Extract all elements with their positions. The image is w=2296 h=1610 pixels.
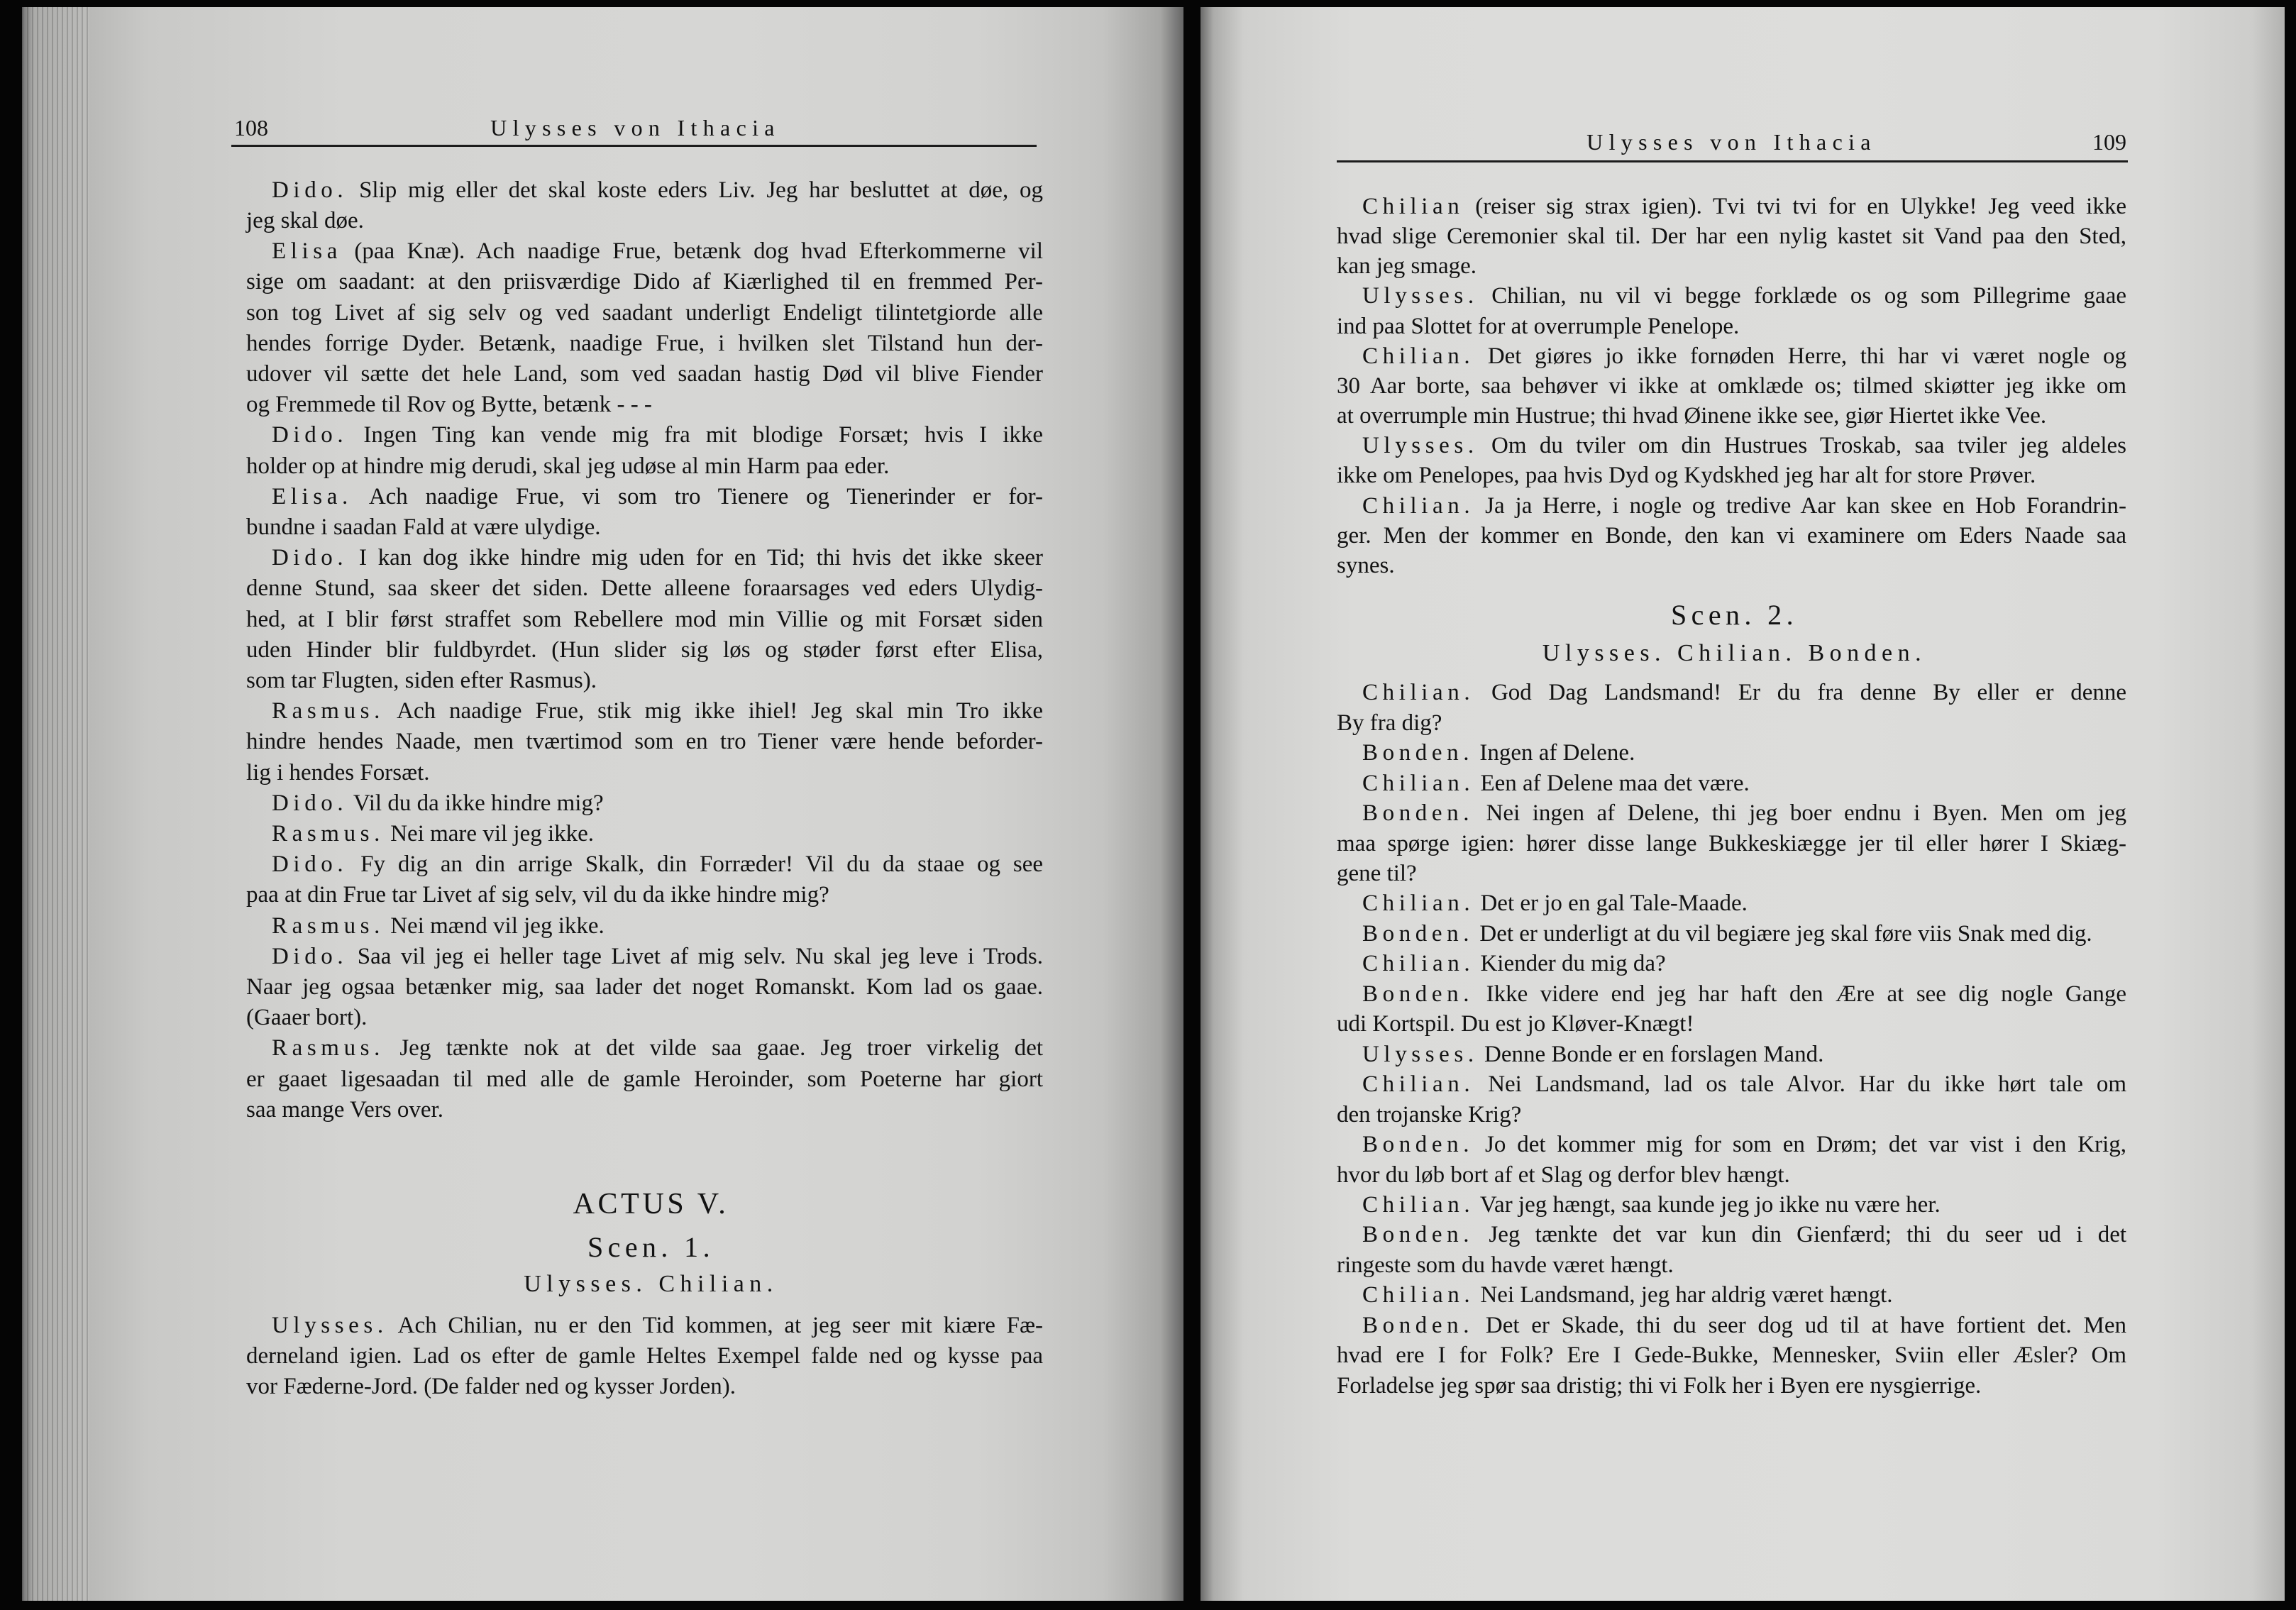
speaker-name: Dido. [272,851,348,878]
text-line [246,1064,1043,1095]
text-line [1337,491,2126,521]
line-text: God Dag Landsmand! Er du fra denne By eller er denne [1491,680,2126,706]
text-line [1337,888,2126,918]
line-text: (paa Knæ). Ach naadige Frue, betænk dog hvad Efterkommerne vil [354,238,1043,265]
text-line [1337,979,2126,1009]
text-line [1337,1040,2126,1069]
text-line [1337,1009,2126,1039]
line-text: jeg skal døe. [246,207,364,233]
line-text: ringeste som du havde været hængt. [1337,1252,1674,1278]
speech-paragraph [1337,949,2126,978]
text-line [1337,251,2126,281]
text-line [1337,371,2126,401]
text-line [1337,708,2126,738]
speech-paragraph [1337,431,2126,490]
text-line [246,911,1043,942]
speech-paragraph [1337,281,2126,341]
line-text: paa at din Frue tar Livet af sig selv, vil du da ikke hindre mig? [246,882,829,908]
speaker-name: Bonden. [1362,1312,1474,1338]
line-text: Fy dig an din arrige Skalk, din Forræder! Vil du da staae og see [360,851,1043,878]
text-line [246,666,1043,696]
speech-paragraph [1337,768,2126,798]
line-text: Nei mænd vil jeg ikke. [390,912,605,939]
speaker-name: Chilian. [1362,1192,1475,1218]
text-line [246,635,1043,666]
line-text: uden Hinder blir fuldbyrdet. (Hun slider sig løs og støder først efter Elisa, [246,636,1043,663]
line-text: Nei ingen af Delene, thi jeg boer endnu i Byen. Men om jeg [1486,800,2127,827]
line-text: hendes forrige Dyder. Betænk, naadige Frue, i hvilken slet Tilstand hun der- [246,330,1043,356]
speaker-name: Chilian. [1362,891,1475,917]
speech-paragraph [246,696,1043,788]
act-heading: ACTUS V. [573,1188,729,1220]
line-text: vor Fæderne-Jord. (De falder ned og kysser Jorden). [246,1373,736,1399]
line-text: ikke om Penelopes, paa hvis Dyd og Kydskhed jeg har alt for store Prøver. [1337,463,2036,489]
line-text: bundne i saadan Fald at være ulydige. [246,514,601,540]
text-line [246,819,1043,849]
speaker-name: Chilian. [1362,951,1475,977]
text-line [1337,1340,2126,1370]
line-text: Naar jeg ogsaa betænker mig, saa lader det noget Romanskt. Kom lad os gaae. [246,974,1043,1000]
line-text: hvad slige Ceremonier skal til. Der har een nylig kastet sit Vand paa den Sted, [1337,224,2126,250]
text-line [1337,461,2126,490]
scene-characters: Ulysses. Chilian. [524,1271,778,1297]
text-line [246,512,1043,543]
line-text: Ach Chilian, nu er den Tid kommen, at jeg seer mit kiære Fæ- [397,1312,1043,1338]
text-line [246,1372,1043,1402]
speech-paragraph [1337,1280,2126,1310]
text-line [1337,192,2126,221]
speech-paragraph [1337,341,2126,431]
line-text: Forladelse jeg spør saa dristig; thi vi Folk her i Byen ere nysgierrige. [1337,1372,1982,1399]
speech-paragraph [246,942,1043,1034]
speaker-name: Rasmus. [272,820,385,847]
running-header [234,114,1037,142]
speaker-name: Rasmus. [272,1035,385,1062]
line-text: hindre hendes Naade, men tværtimod som en tro Tiener være hende beforder- [246,729,1043,755]
text-line [246,605,1043,635]
line-text: holder op at hindre mig derudi, skal jeg udøse al min Harm paa eder. [246,453,890,479]
line-text: synes. [1337,552,1395,578]
text-line [246,543,1043,573]
text-line [1337,341,2126,371]
page-number: 109 [2092,129,2126,155]
text-line [246,849,1043,880]
text-line [1337,768,2126,798]
page-number: 108 [234,115,268,140]
text-line [1337,919,2126,949]
right-page [1201,7,2285,1601]
speech-paragraph [246,175,1043,236]
text-line [246,972,1043,1003]
line-text: Ingen af Delene. [1479,740,1635,766]
text-line [1337,1100,2126,1130]
text-line [246,758,1043,788]
speech-paragraph [1337,979,2126,1040]
line-text: Nei Landsmand, lad os tale Alvor. Har du ikke hørt tale om [1488,1071,2126,1098]
text-line [246,573,1043,604]
text-line [1337,521,2126,551]
text-line [246,390,1043,420]
speech-paragraph [1337,1130,2126,1190]
speaker-name: Chilian. [1362,343,1475,369]
speaker-name: Chilian. [1362,1071,1475,1098]
text-line [246,696,1043,727]
line-text: derneland igien. Lad os efter de gamle Heltes Exempel falde ned og kysse paa [246,1342,1043,1369]
speech-paragraph [1337,1220,2126,1280]
text-line [1337,798,2126,828]
speaker-name: Rasmus. [272,698,385,724]
line-text: hvad ere I for Folk? Ere I Gede-Bukke, Mennesker, Sviin eller Æsler? Om [1337,1342,2126,1369]
line-text: (reiser sig strax igien). Tvi tvi tvi for en Ulykke! Jeg veed ikke [1475,194,2127,219]
text-line [1337,281,2126,311]
line-text: I kan dog ikke hindre mig uden for en Tid; thi hvis det ikke skeer [358,545,1043,571]
header-rule [231,145,1037,147]
text-line [246,267,1043,297]
line-text: denne Stund, saa skeer det siden. Dette alleene foraarsages ved eders Ulydig- [246,575,1043,602]
line-text: ind paa Slottet for at overrumple Penelope. [1337,313,1740,339]
speech-paragraph [1337,678,2126,738]
speaker-name: Bonden. [1362,800,1474,827]
left-page [22,7,1183,1601]
line-text: son tog Livet af sig selv og ved saadant underligt Endeligt tilintetgiorde alle [246,299,1043,326]
speech-paragraph [246,236,1043,420]
speech-paragraph [246,819,1043,849]
speaker-name: Elisa [272,238,342,265]
scene-heading: Scen. 2. [1671,599,1798,631]
header-rule [1337,160,2128,162]
speaker-name: Dido. [272,943,348,969]
speech-paragraph [246,849,1043,910]
speaker-name: Chilian [1362,194,1464,219]
text-line [1337,738,2126,768]
speaker-name: Ulysses. [1362,433,1479,459]
running-header [1337,128,2126,156]
speech-paragraph [246,482,1043,543]
text-line [1337,1250,2126,1280]
speaker-name: Chilian. [1362,1282,1475,1308]
text-line [246,420,1043,451]
speaker-name: Ulysses. [1362,283,1479,309]
text-line [246,1341,1043,1372]
text-line [1337,431,2126,461]
line-text: Det er Skade, thi du seer dog ud til at have fortient det. Men [1485,1312,2126,1338]
speaker-name: Ulysses. [272,1312,388,1338]
line-text: udover vil sætte det hele Land, som ved saadan hastig Død vil blive Fiender [246,360,1043,387]
text-line [1337,1280,2126,1310]
line-text: sige om saadant: at den priisværdige Dido af Kiærlighed til en fremmed Per- [246,269,1043,295]
line-text: er gaaet ligesaadan til med alle de gamle Heroinder, som Poeterne har giort [246,1066,1043,1092]
speaker-name: Chilian. [1362,492,1475,519]
line-text: 30 Aar borte, saa behøver vi ikke at omklæde os; tilmed skiøtter jeg ikke om [1337,373,2126,399]
text-line [1337,1311,2126,1340]
speaker-name: Ulysses. [1362,1041,1479,1067]
line-text: Nei mare vil jeg ikke. [390,820,595,847]
speaker-name: Bonden. [1362,920,1474,947]
speaker-name: Bonden. [1362,1222,1474,1248]
text-line [1337,551,2126,580]
text-line [246,482,1043,512]
speaker-name: Chilian. [1362,680,1475,706]
speaker-name: Rasmus. [272,912,385,939]
running-head-title: Ulysses von Ithacia [490,115,780,140]
line-text: Var jeg hængt, saa kunde jeg jo ikke nu være her. [1479,1192,1941,1218]
line-text: Vil du da ikke hindre mig? [353,790,604,816]
speaker-name: Bonden. [1362,740,1474,766]
dialogue-block [246,1311,1043,1403]
speaker-name: Elisa. [272,483,353,509]
speaker-name: Dido. [272,422,348,448]
speech-paragraph [246,788,1043,819]
speech-paragraph [1337,491,2126,580]
text-line [246,329,1043,359]
speaker-name: Bonden. [1362,1132,1474,1158]
line-text: Det giøres jo ikke fornøden Herre, thi har vi været nogle og [1487,343,2127,369]
speech-paragraph [1337,1311,2126,1401]
text-line [1337,1160,2126,1190]
speaker-name: Dido. [272,790,348,816]
text-line [1337,1220,2126,1250]
text-line [246,727,1043,757]
speaker-name: Bonden. [1362,981,1474,1007]
text-line [1337,859,2126,888]
speech-paragraph [246,1033,1043,1125]
text-line [1337,1069,2126,1099]
text-line [246,236,1043,267]
line-text: den trojanske Krig? [1337,1101,1522,1127]
text-line [246,206,1043,236]
text-line [246,942,1043,972]
line-text: Een af Delene maa det være. [1480,770,1750,796]
line-text: gene til? [1337,861,1417,887]
speaker-name: Dido. [272,177,348,203]
speech-paragraph [1337,1190,2126,1220]
speech-paragraph [1337,919,2126,949]
speech-paragraph [246,1311,1043,1403]
text-line [246,1003,1043,1033]
speech-paragraph [1337,1069,2126,1130]
text-line [1337,1190,2126,1220]
line-text: Ach naadige Frue, stik mig ikke ihiel! Jeg skal min Tro ikke [397,698,1043,724]
line-text: Nei Landsmand, jeg har aldrig været hængt. [1480,1282,1893,1308]
page-edge-stack [22,7,89,1601]
speech-paragraph [246,543,1043,696]
text-line [1337,949,2126,978]
line-text: Slip mig eller det skal koste eders Liv. Jeg har besluttet at døe, og [359,177,1044,203]
text-line [246,1095,1043,1125]
line-text: som tar Flugten, siden efter Rasmus). [246,667,597,693]
text-line [246,1033,1043,1064]
text-line [246,451,1043,482]
text-line [1337,221,2126,251]
text-line [246,788,1043,819]
speaker-name: Dido. [272,545,348,571]
line-text: Ach naadige Frue, vi som tro Tienere og Tienerinder er for- [368,483,1044,509]
text-line [246,880,1043,910]
line-text: saa mange Vers over. [246,1096,443,1123]
line-text: Denne Bonde er en forslagen Mand. [1484,1041,1824,1067]
scene-heading: Scen. 1. [587,1231,714,1263]
running-head-title: Ulysses von Ithacia [1586,129,1877,155]
text-line [1337,678,2126,707]
speaker-name: Chilian. [1362,770,1475,796]
line-text: maa spørge igien: hører disse lange Bukkeskiægge jer til eller hører I Skiæg- [1337,830,2126,856]
line-text: Ja ja Herre, i nogle og tredive Aar kan skee en Hob Forandrin- [1485,492,2126,519]
speech-paragraph [1337,1040,2126,1069]
line-text: Kiender du mig da? [1480,951,1666,977]
line-text: ger. Men der kommer en Bonde, den kan vi examinere om Eders Naade saa [1337,522,2126,548]
speech-paragraph [246,420,1043,481]
line-text: By fra dig? [1337,710,1442,736]
speech-paragraph [1337,738,2126,768]
speech-paragraph [1337,798,2126,888]
line-text: kan jeg smage. [1337,253,1477,280]
dialogue-block [1337,192,2126,580]
line-text: udi Kortspil. Du est jo Kløver-Knægt! [1337,1011,1694,1037]
line-text: Jo det kommer mig for som en Drøm; det var vist i den Krig, [1485,1132,2126,1158]
line-text: lig i hendes Forsæt. [246,759,430,785]
text-line [1337,829,2126,859]
line-text: Ikke videre end jeg har haft den Ære at see dig nogle Gange [1486,981,2126,1007]
speech-paragraph [246,911,1043,942]
text-line [1337,311,2126,341]
line-text: Saa vil jeg ei heller tage Livet af mig selv. Nu skal jeg leve i Trods. [357,943,1043,969]
speech-paragraph [1337,192,2126,281]
line-text: Jeg tænkte nok at det vilde saa gaae. Jeg troer virkelig det [399,1035,1044,1062]
line-text: at overrumple min Hustrue; thi hvad Øinene ikke see, giør Hiertet ikke Vee. [1337,403,2047,429]
line-text: Det er underligt at du vil begiære jeg skal føre viis Snak med dig. [1479,920,2092,947]
scene-characters: Ulysses. Chilian. Bonden. [1542,640,1927,666]
text-line [246,175,1043,206]
line-text: Om du tviler om din Hustrues Troskab, saa tviler jeg aldeles [1491,433,2127,459]
line-text: og Fremmede til Rov og Bytte, betænk - - - [246,392,652,418]
line-text: (Gaaer bort). [246,1005,368,1031]
dialogue-block [1337,678,2126,1401]
line-text: Chilian, nu vil vi begge forklæde os og som Pillegrime gaae [1491,283,2126,309]
text-line [1337,401,2126,431]
line-text: hvor du løb bort af et Slag og derfor blev hængt. [1337,1162,1790,1188]
line-text: Det er jo en gal Tale-Maade. [1480,891,1748,917]
line-text: hed, at I blir først straffet som Rebellere mod min Villie og mit Forsæt siden [246,606,1043,632]
text-line [246,359,1043,390]
line-text: Ingen Ting kan vende mig fra mit blodige Forsæt; hvis I ikke [363,422,1044,448]
text-line [246,1311,1043,1341]
line-text: Jeg tænkte det var kun din Gienfærd; thi du seer ud i det [1489,1222,2127,1248]
dialogue-block [246,175,1043,1125]
text-line [1337,1130,2126,1159]
speech-paragraph [1337,888,2126,918]
text-line [1337,1371,2126,1401]
text-line [246,298,1043,329]
